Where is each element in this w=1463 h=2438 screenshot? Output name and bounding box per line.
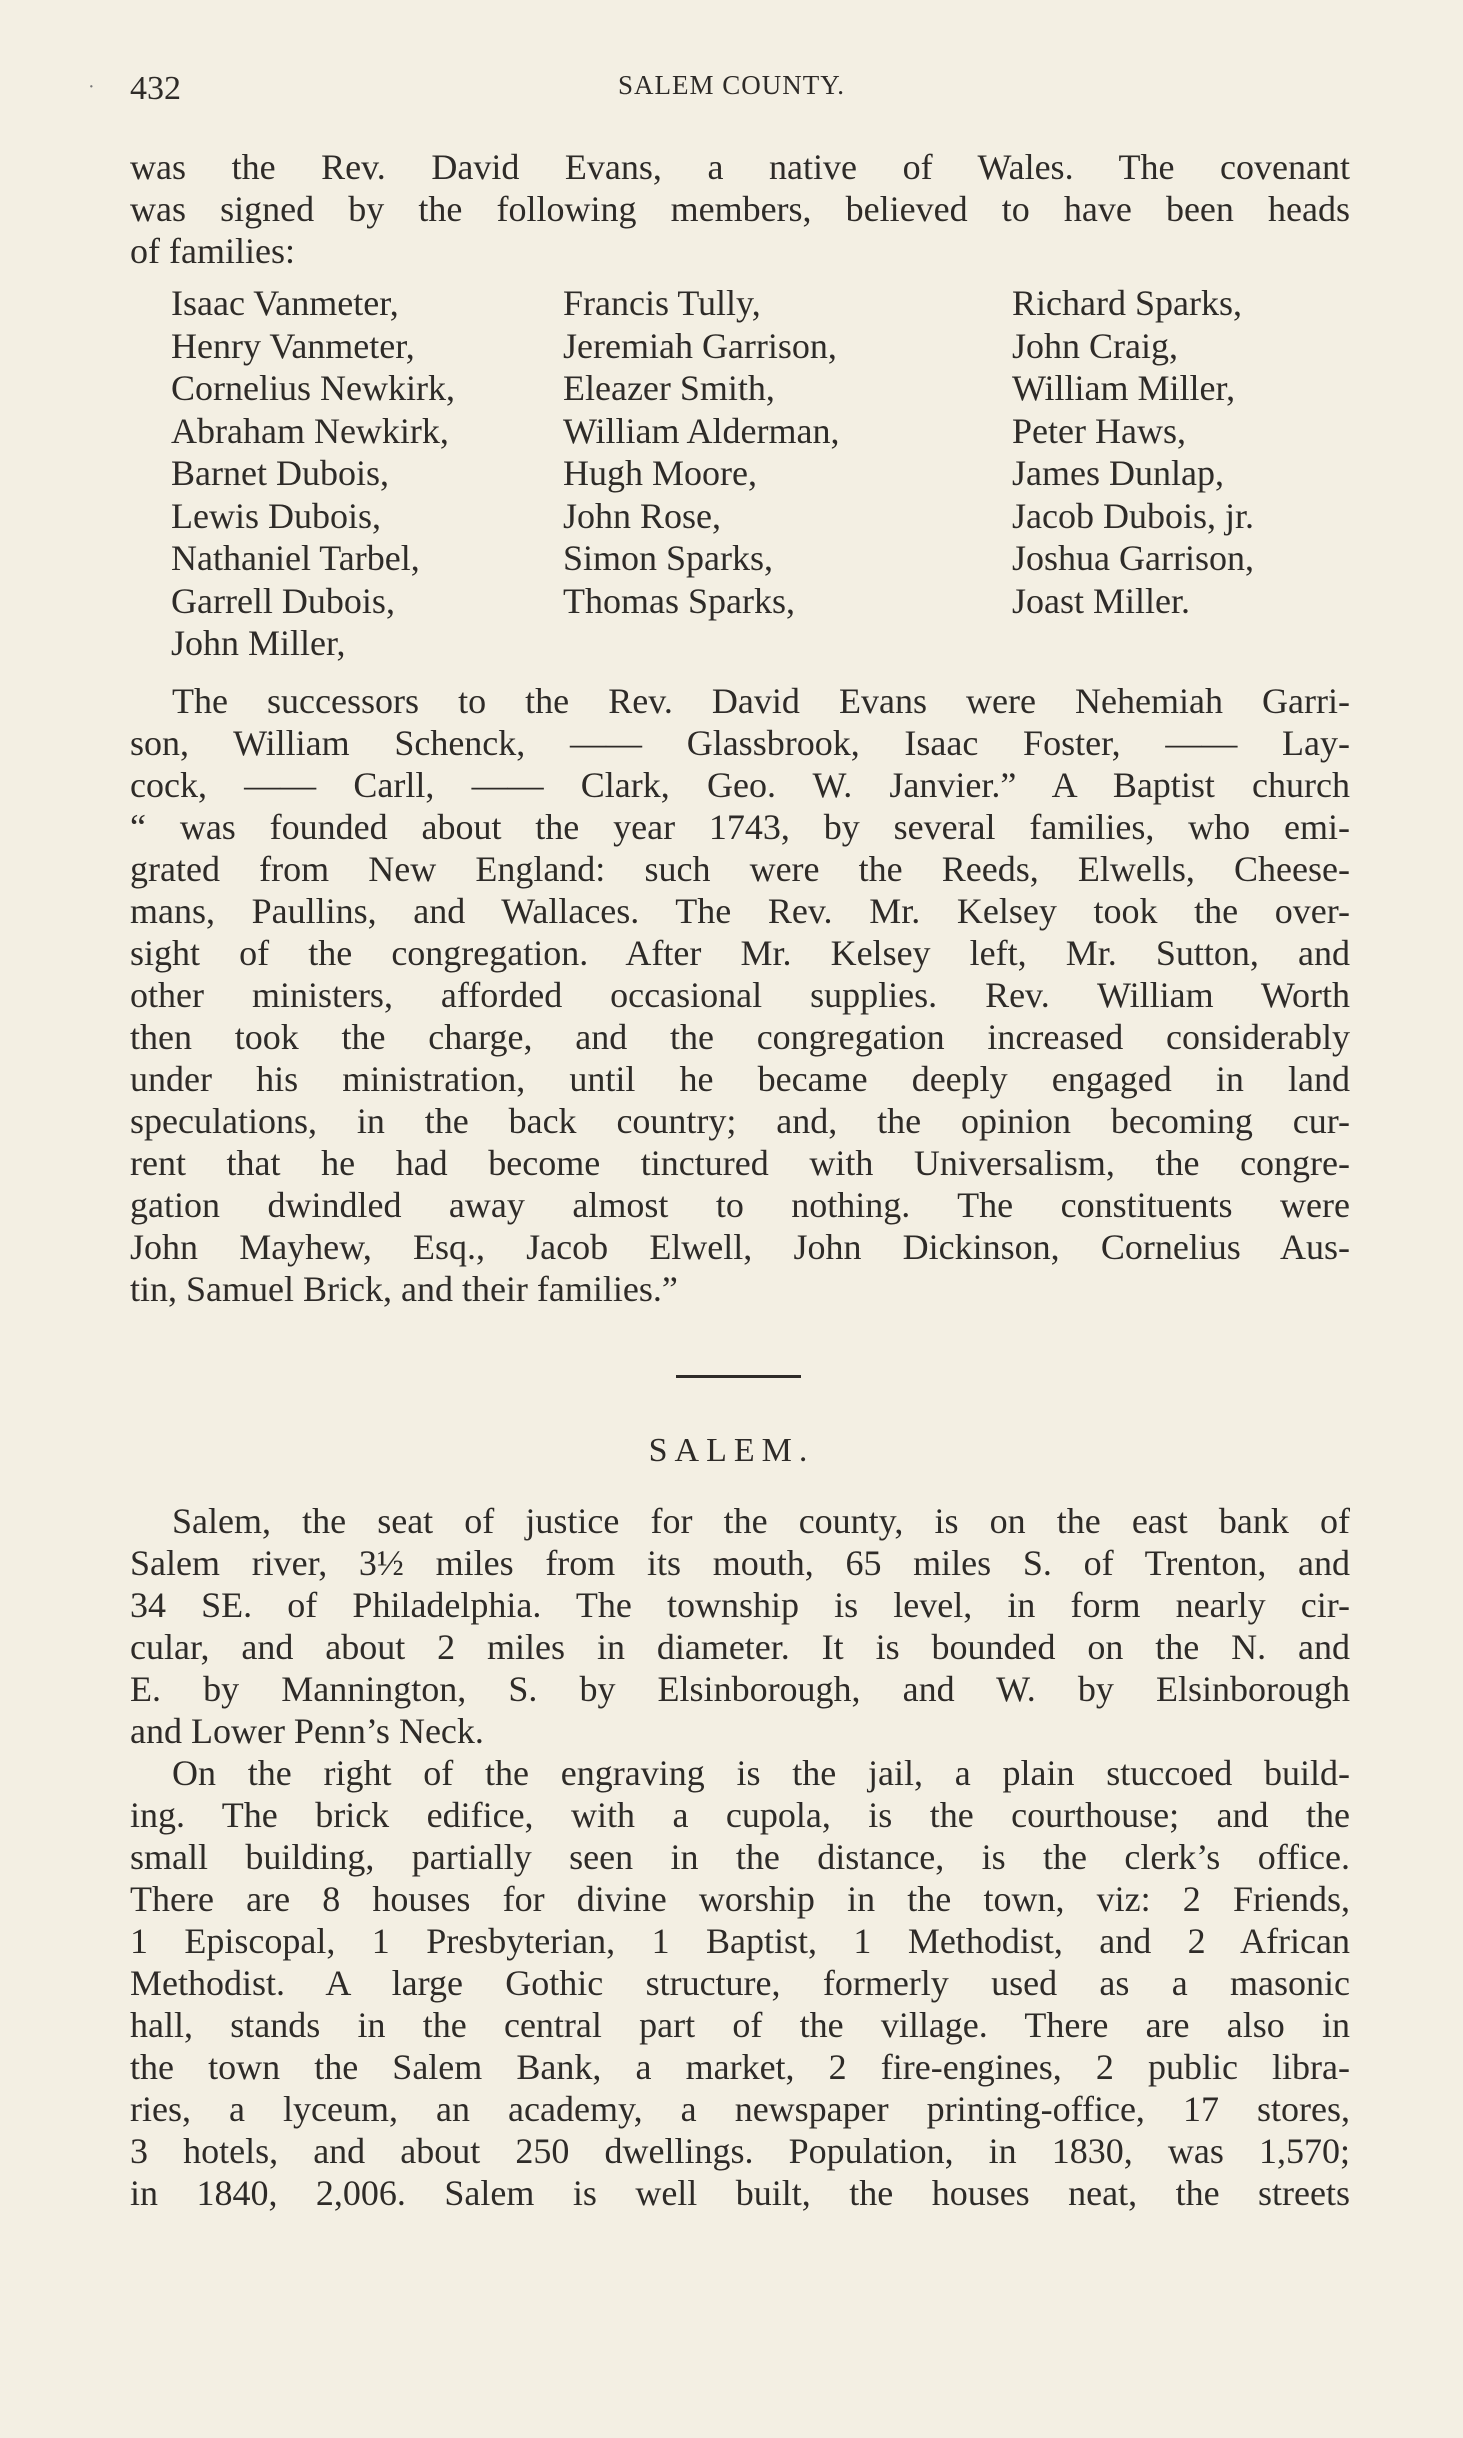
text-line: then took the charge, and the congregation increased considerably: [130, 1017, 1350, 1057]
member-name: Nathaniel Tarbel,: [171, 538, 420, 578]
text-line: E. by Mannington, S. by Elsinborough, and W. by Elsinborough: [130, 1669, 1350, 1709]
member-name: Simon Sparks,: [563, 538, 774, 578]
text-line: and Lower Penn’s Neck.: [130, 1711, 484, 1751]
page-number: 432: [130, 70, 181, 107]
member-name: Henry Vanmeter,: [171, 325, 415, 366]
text-line: of families:: [130, 231, 295, 271]
member-name: Jacob Dubois, jr.: [1012, 495, 1254, 536]
member-name: Jeremiah Garrison,: [563, 325, 837, 366]
member-name: Isaac Vanmeter,: [171, 283, 399, 323]
text-line: grated from New England: such were the Reeds, Elwells, Cheese-: [130, 849, 1350, 889]
member-name: James Dunlap,: [1012, 453, 1224, 493]
text-line: small building, partially seen in the distance, is the clerk’s office.: [130, 1837, 1350, 1877]
text-line: the town the Salem Bank, a market, 2 fire-engines, 2 public libra-: [130, 2047, 1350, 2087]
salem-paragraph-2: [130, 1752, 1350, 2214]
text-line: rent that he had become tinctured with Universalism, the congre-: [130, 1143, 1350, 1183]
member-name: John Craig,: [1012, 325, 1178, 366]
text-line: 1 Episcopal, 1 Presbyterian, 1 Baptist, 1 Methodist, and 2 African: [130, 1921, 1350, 1961]
members-column-2: [563, 282, 840, 622]
text-line: “ was founded about the year 1743, by several families, who emi-: [130, 807, 1350, 847]
member-name: Joshua Garrison,: [1012, 538, 1254, 578]
text-line: There are 8 houses for divine worship in the town, viz: 2 Friends,: [130, 1879, 1350, 1919]
members-column-1: [171, 282, 455, 665]
section-title: SALEM.: [648, 1432, 815, 1469]
member-name: Garrell Dubois,: [171, 580, 395, 621]
member-name: Cornelius Newkirk,: [171, 368, 455, 408]
text-line: Methodist. A large Gothic structure, formerly used as a masonic: [130, 1963, 1350, 2003]
text-line: was the Rev. David Evans, a native of Wales. The covenant: [130, 147, 1350, 187]
text-line: other ministers, afforded occasional supplies. Rev. William Worth: [130, 975, 1350, 1015]
member-name: Eleazer Smith,: [563, 368, 775, 408]
member-name: Abraham Newkirk,: [171, 410, 449, 451]
member-name: William Miller,: [1012, 368, 1236, 408]
margin-mark: ·: [88, 76, 95, 98]
member-name: Joast Miller.: [1012, 580, 1190, 621]
text-line: The successors to the Rev. David Evans were Nehemiah Garri-: [172, 681, 1350, 721]
text-line: hall, stands in the central part of the village. There are also in: [130, 2005, 1350, 2045]
member-name: Richard Sparks,: [1012, 283, 1242, 323]
intro-paragraph: [130, 146, 1350, 272]
text-line: under his ministration, until he became deeply engaged in land: [130, 1059, 1350, 1099]
text-line: gation dwindled away almost to nothing. The constituents were: [130, 1185, 1350, 1225]
text-line: mans, Paullins, and Wallaces. The Rev. Mr. Kelsey took the over-: [130, 891, 1350, 931]
member-name: Barnet Dubois,: [171, 453, 389, 493]
member-name: Francis Tully,: [563, 283, 761, 323]
text-line: cock, —— Carll, —— Clark, Geo. W. Janvier.” A Baptist church: [130, 765, 1350, 805]
text-line: 3 hotels, and about 250 dwellings. Population, in 1830, was 1,570;: [130, 2131, 1350, 2171]
text-line: sight of the congregation. After Mr. Kelsey left, Mr. Sutton, and: [130, 933, 1350, 973]
member-name: William Alderman,: [563, 410, 840, 451]
text-line: On the right of the engraving is the jail, a plain stuccoed build-: [172, 1753, 1350, 1793]
member-name: John Rose,: [563, 495, 722, 536]
text-line: John Mayhew, Esq., Jacob Elwell, John Dickinson, Cornelius Aus-: [130, 1227, 1350, 1267]
text-line: son, William Schenck, —— Glassbrook, Isaac Foster, —— Lay-: [130, 723, 1350, 763]
successors-paragraph: [130, 680, 1350, 1310]
running-title: SALEM COUNTY.: [617, 70, 846, 100]
text-line: ries, a lyceum, an academy, a newspaper printing-office, 17 stores,: [130, 2089, 1350, 2129]
text-line: Salem, the seat of justice for the county, is on the east bank of: [172, 1501, 1350, 1541]
salem-paragraph-1: [130, 1500, 1350, 1752]
text-line: ing. The brick edifice, with a cupola, is the courthouse; and the: [130, 1795, 1350, 1835]
member-name: John Miller,: [171, 623, 346, 663]
text-line: tin, Samuel Brick, and their families.”: [130, 1269, 678, 1309]
text-line: cular, and about 2 miles in diameter. It is bounded on the N. and: [130, 1627, 1350, 1667]
text-line: 34 SE. of Philadelphia. The township is level, in form nearly cir-: [130, 1585, 1350, 1625]
text-line: was signed by the following members, believed to have been heads: [130, 189, 1350, 229]
text-line: speculations, in the back country; and, the opinion becoming cur-: [130, 1101, 1350, 1141]
section-divider: [676, 1375, 801, 1378]
members-column-3: [1012, 282, 1254, 622]
member-name: Lewis Dubois,: [171, 495, 381, 536]
member-name: Peter Haws,: [1012, 410, 1186, 451]
member-name: Thomas Sparks,: [563, 580, 795, 621]
text-line: Salem river, 3½ miles from its mouth, 65 miles S. of Trenton, and: [130, 1543, 1350, 1583]
text-line: in 1840, 2,006. Salem is well built, the houses neat, the streets: [130, 2173, 1350, 2213]
member-name: Hugh Moore,: [563, 453, 757, 493]
